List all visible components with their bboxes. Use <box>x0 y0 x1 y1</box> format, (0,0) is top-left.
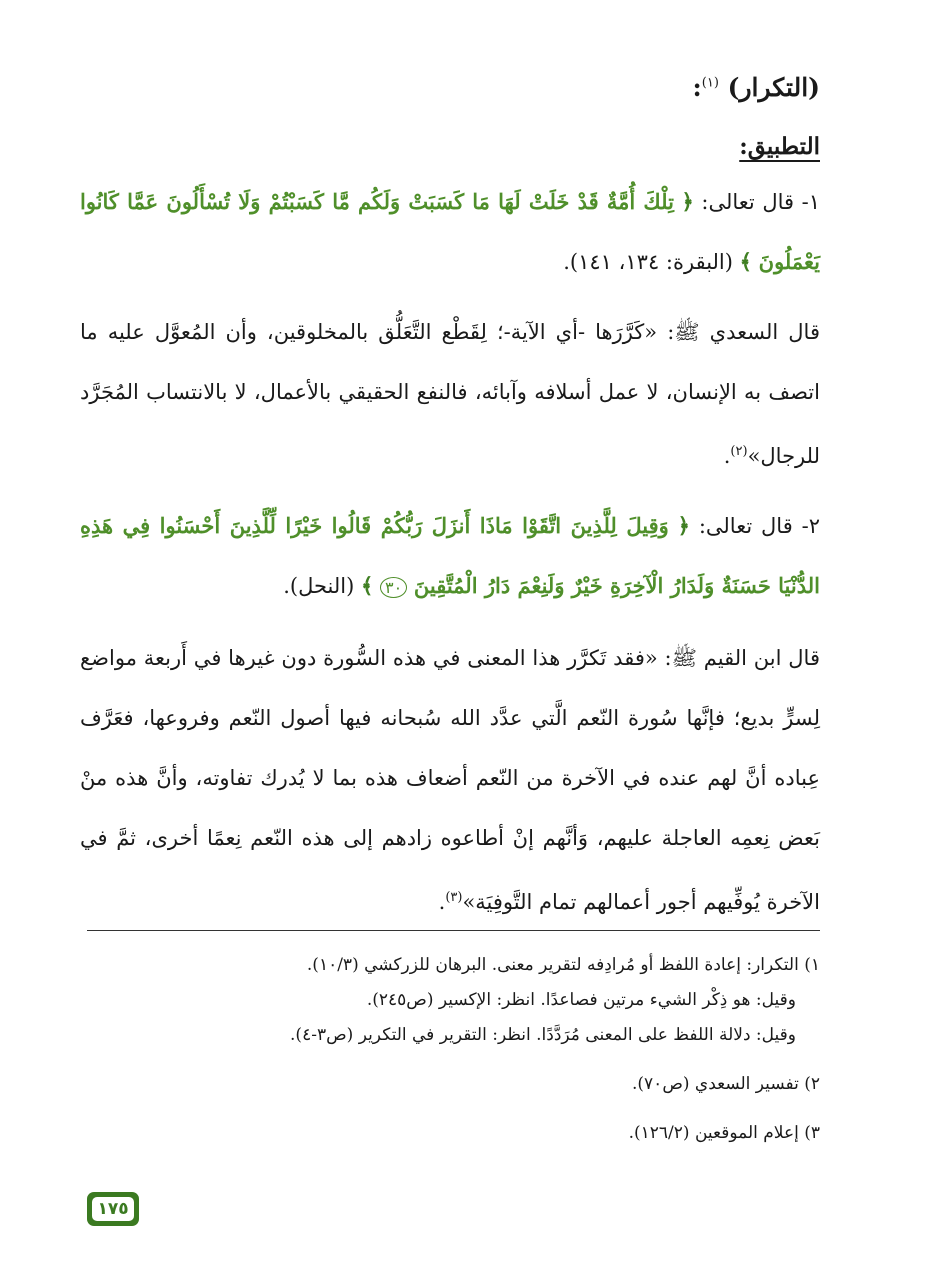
quote-saadi-end: . <box>723 444 731 468</box>
footnote-divider <box>87 930 820 931</box>
quote-ibn-qayyim-end: . <box>438 890 446 914</box>
footnote-1-cont-b: وقيل: دلالة اللفظ على المعنى مُرَدَّدًا. انظر: التقرير في التكرير (ص٣-٤). <box>290 1025 796 1045</box>
verse-1-intro: ١- قال تعالى: <box>701 190 820 214</box>
heading-title: (التكرار) <box>727 73 820 102</box>
verse-2 <box>80 496 820 618</box>
footnotes <box>80 948 820 1151</box>
footnote-3: ٣) إعلام الموقعين (١٢٦/٢). <box>628 1123 820 1143</box>
footnote-2: ٢) تفسير السعدي (ص٧٠). <box>632 1074 820 1094</box>
quote-saadi <box>80 302 820 486</box>
section-heading <box>80 70 820 105</box>
heading-footnote-ref[interactable]: (١) <box>701 75 719 91</box>
page-number-badge <box>87 1192 139 1226</box>
verse-2-intro: ٢- قال تعالى: <box>698 514 820 538</box>
verse-1-open-bracket: ﴿ <box>681 189 694 214</box>
footnote-1: ١) التكرار: إعادة اللفظ أو مُرادِفه لتقرير معنى. البرهان للزركشي (١٠/٣). <box>306 955 820 975</box>
verse-2-text: وَقِيلَ لِلَّذِينَ اتَّقَوْا مَاذَا أَنزَلَ رَبُّكُمْ قَالُوا خَيْرًا لِّلَّذِينَ أَحْسَنُوا فِي هَذِهِ الدُّنْيَا حَسَنَةٌ وَلَدَارُ الْآخِرَةِ خَيْرٌ وَلَنِعْمَ دَارُ الْمُتَّقِينَ <box>80 513 820 598</box>
verse-2-close-bracket: ﴾ <box>361 573 374 598</box>
verse-1 <box>80 172 820 292</box>
subheading-application: التطبيق: <box>739 133 820 160</box>
quote-ibn-qayyim-text: قال ابن القيم ﷺ: «فقد تَكرَّر هذا المعنى في هذه السُّورة دون غيرها في أَربعة مواضع لِسرٍّ بديع؛ فإنَّها سُورة النّعم الَّتي عدَّد الله سُبحانه فيها أصول النّعم وفروعها، فعَرَّف عِباده أنَّ لهم عنده في الآخرة من النّعم أضعاف هذه بما لا يُدرك تفاوته، وأنَّ هذه منْ بَعض نِعمِه العاجلة عليهم، وَأنَّهم إنْ أطاعوه زادهم إلى هذه النّعم نِعمًا أخرى، ثمَّ في الآخرة يُوفِّيهم أجور أعمالهم تمام التَّوفِيَة» <box>80 646 820 914</box>
heading-suffix: : <box>692 73 702 102</box>
quote-saadi-footnote-ref[interactable]: (٢) <box>730 444 748 459</box>
quote-saadi-text: قال السعدي ﷺ: «كَرَّرَها -أي الآية-؛ لِقَطْع التَّعَلُّق بالمخلوقين، وأن المُعوَّل عليه ما اتصف به الإنسان، لا عمل أسلافه وآبائه، فالنفع الحقيقي بالأعمال، لا بالانتساب المُجَرَّد للرجال» <box>80 320 820 468</box>
verse-1-reference: (البقرة: ١٣٤، ١٤١). <box>563 250 733 274</box>
quote-ibn-qayyim-footnote-ref[interactable]: (٣) <box>445 890 463 905</box>
verse-2-reference: (النحل). <box>283 574 355 598</box>
verse-1-text: تِلْكَ أُمَّةٌ قَدْ خَلَتْ لَهَا مَا كَسَبَتْ وَلَكُم مَّا كَسَبْتُمْ وَلَا تُسْأَلُونَ عَمَّا كَانُوا يَعْمَلُونَ <box>80 189 820 274</box>
verse-1-close-bracket: ﴾ <box>739 249 752 274</box>
verse-2-open-bracket: ﴿ <box>677 513 690 538</box>
page-number: ١٧٥ <box>92 1197 133 1221</box>
ayah-number-marker: ٣٠ <box>380 577 407 598</box>
footnote-1-cont-a: وقيل: هو ذِكْر الشيء مرتين فصاعدًا. انظر: الإكسير (ص٢٤٥). <box>366 990 796 1010</box>
page-body <box>80 70 820 932</box>
quote-ibn-qayyim <box>80 628 820 932</box>
